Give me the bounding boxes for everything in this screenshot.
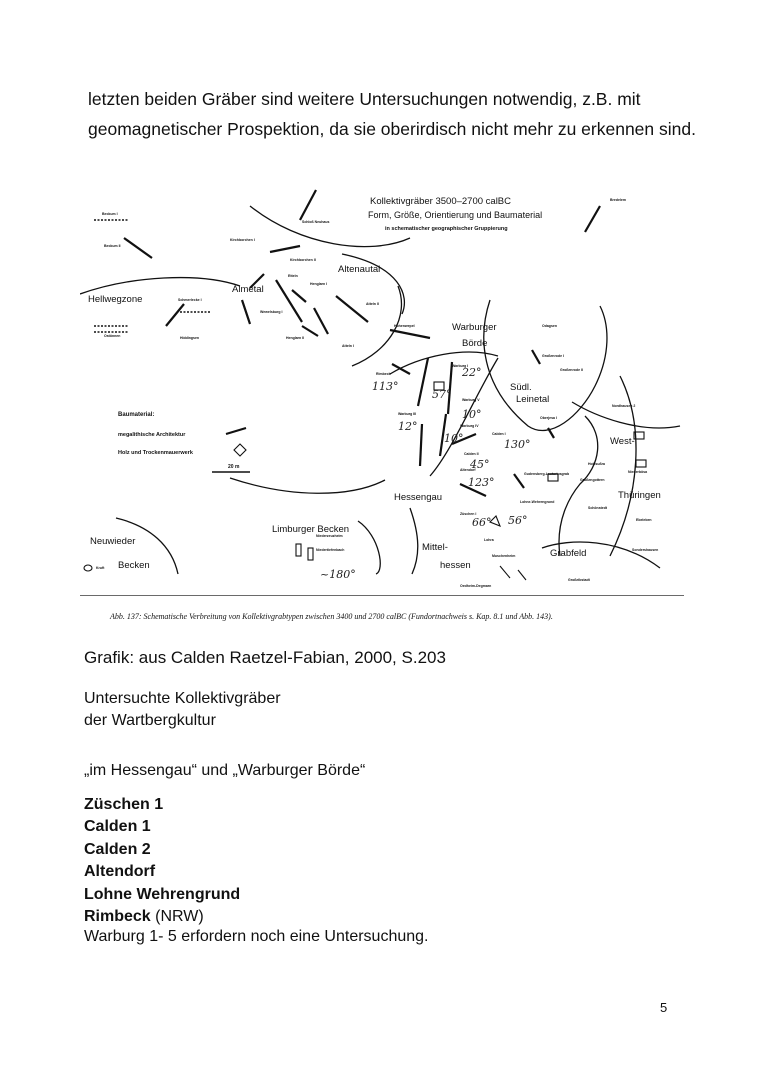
grave-item: Calden 1 — [84, 818, 151, 836]
hand-note-11: 56° — [508, 514, 528, 527]
site-zueschen: Züschen I — [460, 512, 477, 516]
site-grossengottern: Großengottern — [580, 478, 605, 482]
legend-holz: Holz und Trockenmauerwerk — [118, 450, 193, 456]
graphic-source: Grafik: aus Calden Raetzel-Fabian, 2000, S.203 — [84, 648, 446, 667]
site-kirchborchen-1: Kirchborchen I — [230, 238, 255, 242]
site-sondershausen: Sondershausen — [632, 548, 659, 552]
hand-note-5: 12° — [398, 420, 418, 433]
site-beckum-1: Beckum I — [102, 212, 118, 216]
page-number: 5 — [660, 1000, 668, 1015]
site-atteln-2: Atteln II — [366, 302, 379, 306]
site-niederboesa: Niederbösa — [628, 470, 648, 474]
subtitle-line-2: der Wartbergkultur — [84, 712, 216, 729]
grave-item-rimbeck — [84, 906, 240, 928]
site-henglarn-2: Henglarn II — [286, 336, 305, 340]
site-etteln: Etteln — [288, 274, 298, 278]
site-kruft: Kruft — [96, 566, 105, 570]
region-grabfeld: Grabfeld — [550, 548, 587, 559]
site-nordhausen: Nordhausen 2 — [612, 404, 636, 408]
hand-note-7: 45° — [470, 458, 490, 471]
site-niedertiefenbach: Niedertiefenbach — [316, 548, 345, 552]
site-kirchborchen-2: Kirchborchen II — [290, 258, 316, 262]
region-suedl: Südl. — [510, 382, 532, 393]
site-bredelem: Bredelem — [610, 198, 626, 202]
region-line: „im Hessengau“ und „Warburger Börde“ — [84, 762, 366, 779]
site-beckum-2: Beckum II — [104, 244, 121, 248]
region-warburger-2: Börde — [462, 338, 488, 349]
grave-item: Altendorf — [84, 863, 156, 881]
region-becken: Becken — [118, 560, 150, 571]
region-warburger-1: Warburger — [452, 322, 497, 333]
warburg-note: Warburg 1- 5 erfordern noch eine Untersuchung. — [84, 928, 429, 945]
hand-note-6: 10° — [444, 432, 464, 445]
site-warburg-5: Warburg V — [462, 398, 480, 402]
site-henglarn-1: Henglarn I — [310, 282, 328, 286]
map-subtitle: Form, Größe, Orientierung und Baumaterial — [368, 210, 543, 220]
hand-note-2: 57° — [432, 388, 452, 401]
section-subtitle — [84, 688, 281, 732]
grave-item: Züschen 1 — [84, 796, 164, 813]
graves-list — [84, 794, 240, 928]
site-niederzeuzheim: Niederzeuzheim — [316, 534, 343, 538]
map-subtitle-2: in schematischer geographischer Gruppierung — [385, 226, 508, 232]
figure-caption: Abb. 137: Schematische Verbreitung von Kollektivgrabtypen zwischen 3400 und 2700 calBC (Fundortnachweis s. Kap. 8.1 und Abb. 143). — [110, 612, 553, 621]
intro-line-2: geomagnetischer Prospektion, da sie oberirdisch nicht mehr zu erkennen sind. — [88, 119, 696, 139]
hand-note-3: 113° — [372, 380, 399, 393]
site-rimbeck: Rimbeck — [376, 372, 391, 376]
site-oedheim: Oedheim-Degmarn — [460, 584, 492, 588]
site-ostoennen: Ostönnen — [104, 334, 121, 338]
site-wewelsburg: Wewelsburg I — [260, 310, 283, 314]
site-grossibstadt: Großeibstadt — [568, 578, 590, 582]
legend-scale: 20 m — [228, 464, 240, 470]
site-ebeleben: Ebeleben — [636, 518, 652, 522]
site-hohenwepel: Hohenwepel — [394, 324, 415, 328]
site-warburg-4: Warburg IV — [460, 424, 479, 428]
site-holzsussra: Holzsußra — [588, 462, 605, 466]
grave-item: Rimbeck — [84, 908, 151, 926]
region-hellwegzone: Hellwegzone — [88, 294, 143, 305]
site-calden-2: Calden II — [464, 452, 479, 456]
region-west: West- — [610, 436, 635, 447]
site-muschenheim: Muschenheim — [492, 554, 516, 558]
site-atteln-1: Atteln I — [342, 344, 354, 348]
legend-megalith: megalithische Architektur — [118, 432, 186, 438]
hand-note-8: 130° — [504, 438, 531, 451]
site-odagsen: Odagsen — [542, 324, 557, 328]
distribution-map-figure — [80, 176, 684, 596]
intro-paragraph — [88, 84, 708, 144]
region-thueringen: Thüringen — [618, 490, 661, 501]
site-hiddingsen: Hiddingsen — [180, 336, 200, 340]
site-schloss-neuhaus: Schloß Neuhaus — [302, 220, 330, 224]
site-schmerlecke: Schmerlecke I — [178, 298, 202, 302]
site-lohra: Lohra — [484, 538, 494, 542]
legend-title: Baumaterial: — [118, 412, 155, 418]
grave-item: Lohne Wehrengrund — [84, 885, 241, 903]
hand-note-12: ~180° — [320, 568, 356, 581]
region-hessengau: Hessengau — [394, 492, 443, 503]
site-grossenrode-1: Großenrode I — [542, 354, 564, 358]
site-altendorf: Altendorf — [460, 468, 476, 472]
hand-note-10: 66° — [472, 516, 492, 529]
site-oberjesa: Oberjesa I — [540, 416, 557, 420]
site-warburg-3: Warburg III — [398, 412, 417, 416]
region-hessen: hessen — [440, 560, 471, 571]
intro-line-1: letzten beiden Gräber sind weitere Untersuchungen notwendig, z.B. mit — [88, 89, 641, 109]
site-gudensberg: Gudensberg-Lautariusgrab — [524, 472, 570, 476]
hand-note-9: 123° — [468, 476, 495, 489]
region-mittel: Mittel- — [422, 542, 448, 553]
hand-note-1: 22° — [462, 366, 482, 379]
site-warburg-1: Warburg I — [452, 364, 469, 368]
region-almetal: Almetal — [232, 284, 264, 295]
site-lohne: Lohne-Wehrengrund — [520, 500, 555, 504]
region-altenautal: Altenautal — [338, 264, 381, 275]
subtitle-line-1: Untersuchte Kollektivgräber — [84, 690, 281, 707]
region-limburger: Limburger Becken — [272, 524, 350, 535]
grave-suffix: (NRW) — [150, 908, 204, 926]
hand-note-4: 10° — [462, 408, 482, 421]
site-calden-1: Calden I — [492, 432, 506, 436]
site-schoenstedt: Schönstedt — [588, 506, 608, 510]
region-neuwieder: Neuwieder — [90, 536, 136, 547]
grave-item: Calden 2 — [84, 840, 151, 858]
map-title: Kollektivgräber 3500–2700 calBC — [370, 196, 512, 207]
region-leinetal: Leinetal — [516, 394, 550, 405]
site-grossenrode-2: Großenrode II — [560, 368, 583, 372]
